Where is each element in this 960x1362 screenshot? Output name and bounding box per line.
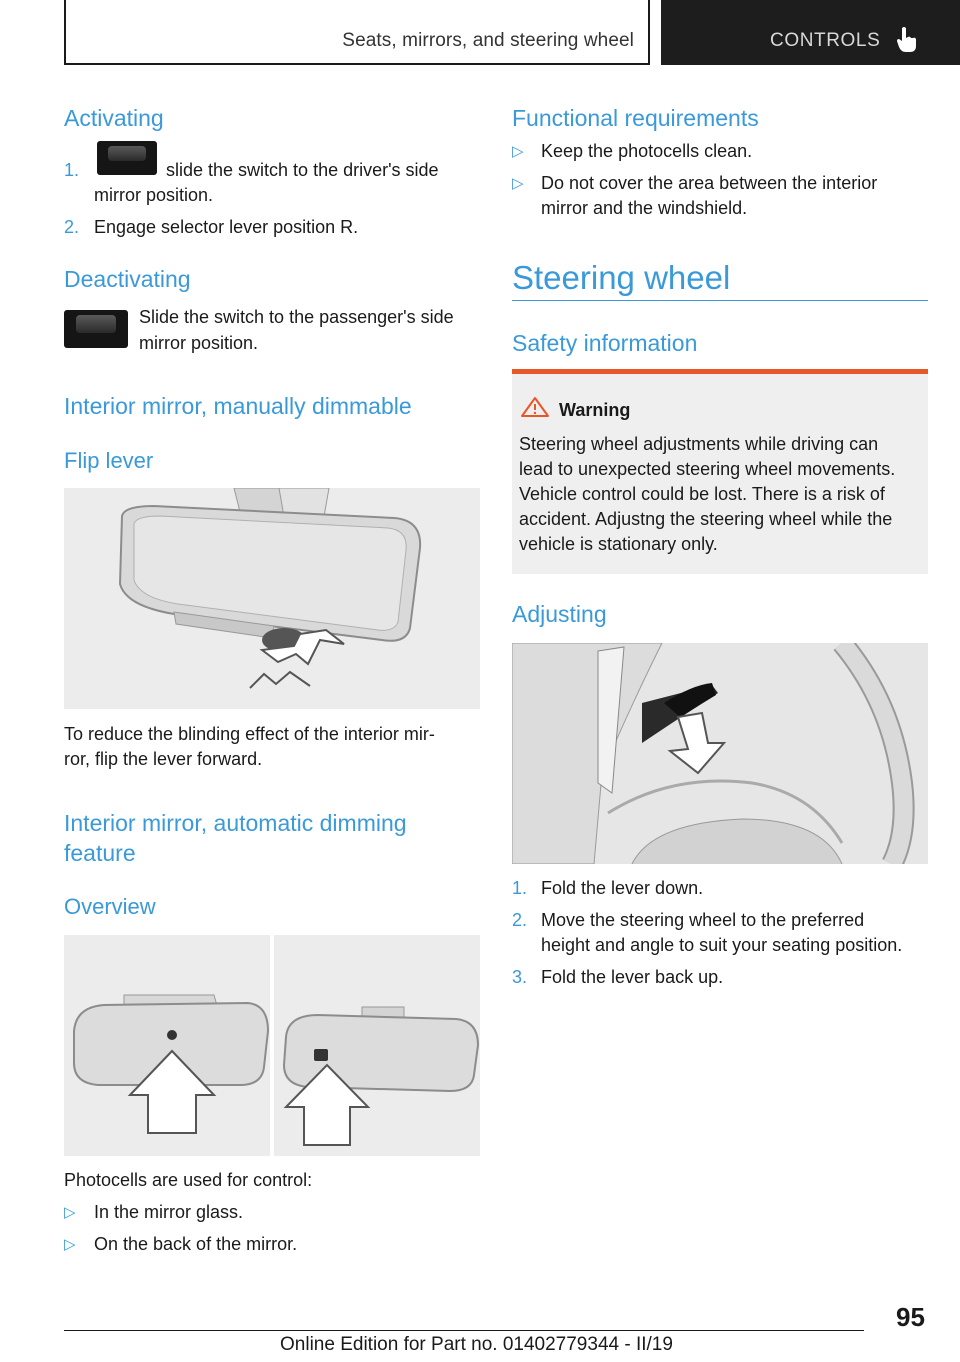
mirror-illustration — [64, 488, 480, 709]
bullet-triangle-icon: ▷ — [512, 175, 524, 192]
heading-deactivating: Deactivating — [64, 266, 191, 292]
mirror-switch-icon — [97, 141, 157, 175]
step-text-continued: height and angle to suit your seating position. — [541, 935, 903, 955]
steering-column-illustration — [512, 643, 928, 864]
photocells-text: Photocells are used for control: — [64, 1170, 313, 1190]
list-item: In the mirror glass. — [94, 1202, 244, 1222]
pointing-hand-icon — [895, 26, 919, 54]
flip-lever-text-continued: ror, flip the lever forward. — [64, 749, 263, 769]
warning-triangle-icon — [520, 396, 550, 418]
flip-lever-text: To reduce the blinding effect of the interior mir- — [64, 724, 435, 744]
heading-underline — [512, 300, 928, 301]
deactivating-text: Slide the switch to the passenger's side — [139, 307, 454, 327]
step-text: Move the steering wheel to the preferred — [541, 910, 865, 930]
step-text: Fold the lever down. — [541, 878, 704, 898]
list-item: On the back of the mirror. — [94, 1234, 298, 1254]
step-number: 2. — [64, 217, 80, 237]
step-number: 3. — [512, 967, 528, 987]
warning-box — [512, 369, 928, 574]
warning-line: Vehicle control could be lost. There is a risk of — [519, 484, 885, 504]
header-frame — [64, 0, 650, 65]
footer-edition-text: Online Edition for Part no. 01402779344 - II/19 — [280, 1334, 673, 1355]
warning-line: accident. Adjustng the steering wheel while the — [519, 509, 893, 529]
heading-interior-mirror-auto: Interior mirror, automatic dimming — [64, 810, 407, 836]
figure-flip-lever — [64, 488, 480, 709]
header-chapter-tab[interactable] — [661, 0, 960, 65]
bullet-triangle-icon: ▷ — [512, 143, 524, 160]
auto-dimming-mirrors-illustration — [64, 935, 480, 1156]
figure-steering-adjust — [512, 643, 928, 864]
page-number: 95 — [896, 1302, 925, 1332]
warning-title: Warning — [559, 400, 631, 420]
list-item: Do not cover the area between the interior — [541, 173, 878, 193]
heading-overview: Overview — [64, 894, 156, 919]
warning-text — [519, 432, 923, 557]
step-number: 2. — [512, 910, 528, 930]
bullet-triangle-icon: ▷ — [64, 1204, 76, 1221]
bullet-triangle-icon: ▷ — [64, 1236, 76, 1253]
mirror-switch-icon — [64, 310, 128, 348]
figure-overview-mirrors — [64, 935, 480, 1156]
heading-adjusting: Adjusting — [512, 601, 607, 627]
step-text: Engage selector lever position R. — [94, 217, 359, 237]
heading-steering-wheel: Steering wheel — [512, 259, 731, 296]
header-section-title: Seats, mirrors, and steering wheel — [342, 30, 634, 51]
step-number: 1. — [64, 160, 80, 180]
heading-flip-lever: Flip lever — [64, 448, 154, 473]
warning-line: Steering wheel adjustments while driving can — [519, 434, 879, 454]
list-item: Keep the photocells clean. — [541, 141, 753, 161]
heading-activating: Activating — [64, 105, 164, 131]
deactivating-text-continued: mirror position. — [139, 333, 259, 353]
heading-functional-requirements: Functional requirements — [512, 105, 759, 131]
step-text: slide the switch to the driver's side — [166, 160, 439, 180]
chapter-tab-label: CONTROLS — [770, 30, 881, 51]
step-number: 1. — [512, 878, 528, 898]
heading-interior-mirror-auto-continued: feature — [64, 840, 136, 866]
step-text: Fold the lever back up. — [541, 967, 724, 987]
warning-line: vehicle is stationary only. — [519, 534, 718, 554]
list-item-continued: mirror and the windshield. — [541, 198, 748, 218]
heading-safety-information: Safety information — [512, 330, 698, 356]
step-text-continued: mirror position. — [94, 185, 214, 205]
heading-interior-mirror-manual: Interior mirror, manually dimmable — [64, 393, 412, 419]
warning-line: lead to unexpected steering wheel movements. — [519, 459, 896, 479]
footer-rule — [64, 1330, 864, 1331]
